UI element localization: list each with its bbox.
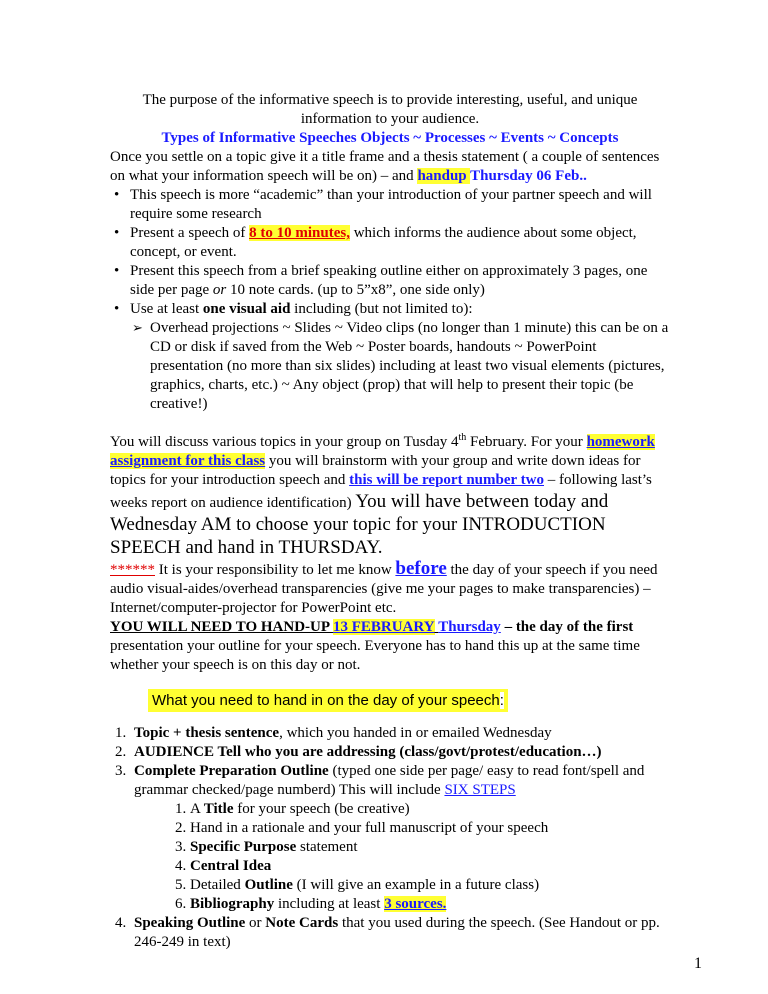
bullet-text: Present a speech of <box>130 225 250 241</box>
list-item <box>130 914 670 952</box>
step-bold: Specific Purpose <box>190 839 297 855</box>
visual-aid-list <box>130 319 670 414</box>
list-item <box>190 895 670 914</box>
step-text: (I will give an example in a future class) <box>292 877 540 893</box>
bullet-text: Present this speech from a brief speaking outline either on approximately 3 pages, one side per page <box>130 263 648 298</box>
callout-colon: : <box>499 692 504 709</box>
responsibility-paragraph <box>110 559 670 618</box>
handup-text-bold: – the day of the first <box>500 619 634 635</box>
bullet-text: 10 note cards. (up to 5”x8”, one side only) <box>226 282 485 298</box>
step-text: or <box>245 915 266 931</box>
requirements-list <box>110 186 670 414</box>
handup-highlight: handup <box>417 168 471 184</box>
step-bold: Complete Preparation Outline <box>134 763 329 779</box>
list-item <box>130 262 670 300</box>
responsibility-text: It is your responsibility to let me know <box>155 562 396 578</box>
superscript-th: th <box>458 432 467 443</box>
list-item: ➢ Overhead projections ~ Slides ~ Video clips (no longer than 1 minute) this can be on a CD or disk if saved from the Web ~ Poster boards, handouts ~ PowerPoint presentation (no more than six slides) including at least two visual elements (pictures, graphics, charts, etc.) ~ Any object (prop) that will help to present their topic (be creative!) <box>150 319 670 414</box>
list-item <box>130 724 670 743</box>
homework-text: February. For your <box>466 434 587 450</box>
list-item <box>190 838 670 857</box>
step-text: for your speech (be creative) <box>233 801 410 817</box>
step-text: including at least <box>274 896 385 912</box>
bullet-or: or <box>212 282 227 298</box>
handup-heading: YOU WILL NEED TO HAND-UP <box>110 619 333 635</box>
report-number-link: this will be report number two <box>349 472 544 488</box>
callout-text: What you need to hand in on the day of your speech <box>152 692 500 709</box>
asterisks: ****** <box>110 562 155 578</box>
step-bold: Bibliography <box>190 896 275 912</box>
duration-highlight: 8 to 10 minutes, <box>249 225 350 241</box>
handup-paragraph <box>110 618 670 637</box>
list-item <box>190 800 670 819</box>
homework-paragraph <box>110 433 670 559</box>
homework-assignment-highlight: homework assignment for this class <box>110 434 655 469</box>
handup-paragraph-cont: presentation your outline for your speech. Everyone has to hand this up at the same time whether your speech is on this day or not. <box>110 638 640 673</box>
sources-highlight: 3 sources. <box>384 896 447 912</box>
list-item <box>130 300 670 414</box>
responsibility-text: the day of your speech if you need audio visual-aides/overhead transparencies (give me your pages to make transparencies) – Internet/computer-projector for PowerPoint etc. <box>110 562 658 616</box>
document-body <box>110 91 670 952</box>
handup-date-highlight: 13 FEBRUARY <box>332 619 435 635</box>
hand-in-callout <box>148 689 508 712</box>
bullet-text: This speech is more “academic” than your introduction of your partner speech and will require some research <box>130 187 652 222</box>
step-text: (typed one side per page/ easy to read font/spell and grammar checked/page numberd) This will include <box>134 763 645 798</box>
hand-in-steps <box>110 724 670 952</box>
homework-text: – following last’s weeks report on audience identification) <box>110 472 652 511</box>
topic-deadline-text: You will have between today and Wednesday AM to choose your topic for your INTRODUCTION SPEECH and hand in THURSDAY. <box>110 491 609 558</box>
homework-text: you will brainstorm with your group and write down ideas for topics for your introduction speech and <box>110 453 641 488</box>
topic-paragraph <box>110 148 670 186</box>
step-bold: Title <box>203 801 234 817</box>
list-item <box>190 857 670 876</box>
step-bold: AUDIENCE Tell who you are addressing (class/govt/protest/education…) <box>134 744 602 760</box>
bullet-text: including (but not limited to): <box>290 301 473 317</box>
bullet-text: Use at least <box>130 301 203 317</box>
handup-date: Thursday 06 Feb.. <box>470 168 587 184</box>
six-steps-list <box>134 800 670 914</box>
step-text: Detailed <box>190 877 245 893</box>
step-bold: Outline <box>244 877 293 893</box>
step-bold: Speaking Outline <box>134 915 246 931</box>
list-item <box>130 224 670 262</box>
handup-day: Thursday <box>438 619 501 635</box>
step-text: , which you handed in or emailed Wednesday <box>279 725 552 741</box>
six-steps-link[interactable]: SIX STEPS <box>444 782 516 798</box>
list-item <box>190 876 670 895</box>
list-item <box>130 743 670 762</box>
homework-text: You will discuss various topics in your group on Tusday 4 <box>110 434 459 450</box>
list-item <box>130 186 670 224</box>
before-emphasis: before <box>395 558 447 579</box>
step-bold: Central Idea <box>190 858 272 874</box>
bullet-text: which informs the audience about some object, concept, or event. <box>130 225 637 260</box>
topic-text: Once you settle on a topic give it a title frame and a thesis statement ( a couple of sentences on what your information speech will be on) – and <box>110 149 660 184</box>
step-text: that you used during the speech. (See Handout or pp. 246-249 in text) <box>134 915 660 950</box>
list-item: 2. Hand in a rationale and your full manuscript of your speech <box>190 819 670 838</box>
step-bold: Topic + thesis sentence <box>134 725 280 741</box>
step-bold: Note Cards <box>265 915 339 931</box>
list-item <box>130 762 670 914</box>
step-text: statement <box>296 839 358 855</box>
visual-aid-bold: one visual aid <box>202 301 291 317</box>
types-heading: Types of Informative Speeches Objects ~ Processes ~ Events ~ Concepts <box>161 130 619 146</box>
step-text: A <box>190 801 204 817</box>
purpose-statement: The purpose of the informative speech is to provide interesting, useful, and unique information to your audience. <box>142 92 638 127</box>
page-number: 1 <box>694 955 702 972</box>
